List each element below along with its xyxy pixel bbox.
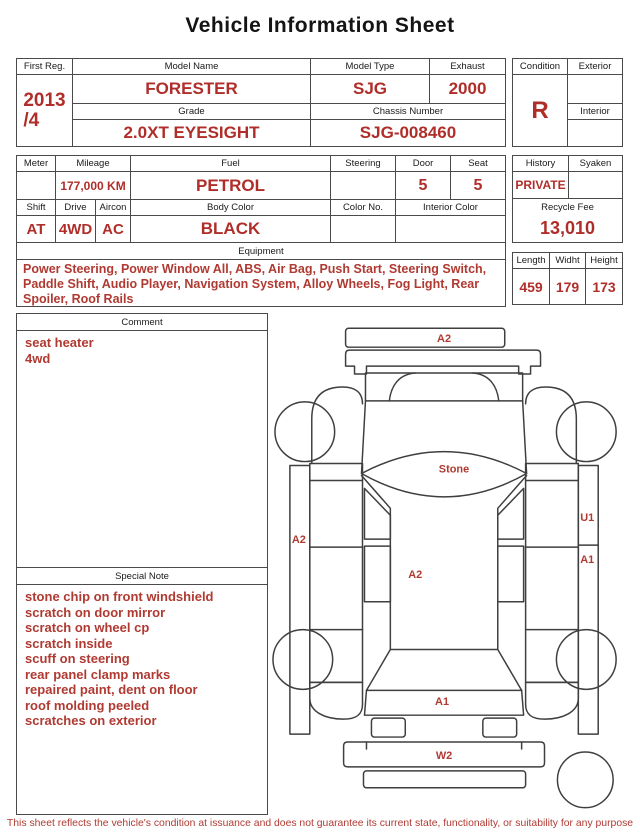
interior-color-label: Interior Color bbox=[396, 200, 505, 216]
headlight-curve-right bbox=[473, 373, 499, 401]
hood-side-left bbox=[362, 401, 366, 474]
drive-label: Drive bbox=[56, 200, 96, 216]
interior-color-value bbox=[396, 216, 505, 242]
equipment-section bbox=[16, 242, 506, 307]
equipment-label: Equipment bbox=[17, 243, 505, 260]
front-bumper-top-shape bbox=[346, 328, 505, 347]
left-sill-shape bbox=[290, 466, 310, 735]
left-door-panel bbox=[310, 464, 363, 683]
steering-label: Steering bbox=[331, 156, 396, 172]
first-reg-label: First Reg. bbox=[17, 59, 73, 75]
meter-label: Meter bbox=[17, 156, 56, 172]
car-diagram bbox=[270, 315, 638, 815]
length-label: Length bbox=[513, 253, 550, 269]
meter-value bbox=[17, 172, 56, 199]
aircon-label: Aircon bbox=[96, 200, 131, 216]
special-note-line: scuff on steering bbox=[25, 651, 130, 666]
rear-light-left bbox=[371, 718, 405, 737]
rear-lower-strip bbox=[363, 771, 525, 788]
special-note-line: scratches on exterior bbox=[25, 713, 157, 728]
exhaust-label: Exhaust bbox=[430, 59, 505, 75]
door-value: 5 bbox=[396, 172, 451, 199]
drive-value: 4WD bbox=[56, 216, 96, 242]
model-name-value: FORESTER bbox=[73, 75, 311, 104]
front-wheel-left bbox=[275, 402, 335, 462]
special-note-text bbox=[17, 585, 267, 733]
cabin-left-line bbox=[362, 475, 391, 649]
recycle-fee-value: 13,010 bbox=[539, 218, 596, 238]
fuel-value: PETROL bbox=[131, 172, 331, 199]
hood-side-right bbox=[523, 401, 527, 474]
page-title: Vehicle Information Sheet bbox=[185, 14, 455, 37]
special-note-section bbox=[16, 567, 268, 815]
width-label: Widht bbox=[550, 253, 586, 269]
body-color-value: BLACK bbox=[131, 216, 331, 242]
headlight-curve-left bbox=[389, 373, 415, 401]
diagram-label-windshield: Stone bbox=[438, 463, 470, 476]
color-no-label: Color No. bbox=[331, 200, 396, 216]
aircon-value: AC bbox=[96, 216, 131, 242]
door-label: Door bbox=[396, 156, 451, 172]
comment-line: 4wd bbox=[25, 350, 51, 366]
front-fender-left bbox=[312, 387, 363, 464]
interior-value bbox=[568, 120, 622, 146]
interior-label: Interior bbox=[568, 104, 622, 120]
special-note-line: scratch on door mirror bbox=[25, 604, 166, 620]
body-color-label: Body Color bbox=[131, 200, 331, 216]
shift-label: Shift bbox=[17, 200, 56, 216]
fuel-label: Fuel bbox=[131, 156, 331, 172]
front-fender-right bbox=[526, 387, 577, 464]
special-note-line: rear panel clamp marks bbox=[25, 666, 171, 682]
syaken-value bbox=[569, 172, 622, 199]
diagram-label-right-a1: A1 bbox=[580, 554, 595, 567]
seat-label: Seat bbox=[451, 156, 505, 172]
front-bumper-shape bbox=[346, 350, 541, 374]
special-note-line: stone chip on front windshield bbox=[25, 589, 214, 604]
condition-label: Condition bbox=[513, 59, 568, 75]
diagram-label-left-sill: A2 bbox=[291, 534, 306, 547]
rear-wheel-left bbox=[273, 630, 333, 690]
diagram-label-front-bumper: A2 bbox=[437, 333, 452, 346]
first-reg-value: 2013 /4 bbox=[17, 75, 73, 146]
dimensions-table bbox=[512, 252, 623, 305]
color-no-value bbox=[331, 216, 396, 242]
diagram-label-tailgate: A1 bbox=[435, 696, 450, 709]
disclaimer-text: This sheet reflects the vehicle's condition at issuance and does not guarantee its current state, functionality, or suitability for any purpose bbox=[6, 818, 634, 829]
grade-value: 2.0XT EYESIGHT bbox=[73, 120, 311, 146]
diagram-label-floor: A2 bbox=[408, 568, 423, 581]
spec-table bbox=[16, 58, 506, 147]
rear-fender-left bbox=[310, 682, 363, 719]
comment-text bbox=[17, 331, 267, 370]
front-panel-shape bbox=[365, 373, 522, 401]
front-wheel-right bbox=[556, 402, 616, 462]
exterior-value bbox=[568, 75, 622, 104]
special-note-label: Special Note bbox=[17, 568, 267, 585]
model-name-label: Model Name bbox=[73, 59, 311, 75]
seat-value: 5 bbox=[473, 176, 483, 194]
diagram-label-right-u1: U1 bbox=[580, 512, 595, 525]
rear-wheel-right bbox=[556, 630, 616, 690]
right-sill-shape bbox=[578, 466, 598, 735]
length-value: 459 bbox=[513, 269, 550, 304]
rear-window-shape bbox=[366, 650, 521, 691]
model-type-value: SJG bbox=[311, 75, 430, 104]
rear-fender-right bbox=[526, 682, 579, 719]
pillar-left-panel bbox=[364, 546, 390, 602]
height-value: 173 bbox=[592, 278, 616, 295]
right-door-panel bbox=[526, 464, 579, 683]
shift-value: AT bbox=[17, 216, 56, 242]
height-label: Height bbox=[586, 253, 622, 269]
exterior-label: Exterior bbox=[568, 59, 622, 75]
pillar-left-shape bbox=[364, 488, 390, 539]
comment-line: seat heater bbox=[25, 335, 94, 350]
chassis-label: Chassis Number bbox=[311, 104, 505, 120]
pillar-right-shape bbox=[498, 488, 524, 539]
syaken-label: Syaken bbox=[569, 156, 622, 172]
rear-light-right bbox=[483, 718, 517, 737]
grade-label: Grade bbox=[73, 104, 311, 120]
condition-value: R bbox=[513, 75, 568, 146]
spare-tire bbox=[557, 752, 613, 808]
mileage-value: 177,000 KM bbox=[56, 172, 131, 199]
model-type-label: Model Type bbox=[311, 59, 430, 75]
comment-section bbox=[16, 313, 268, 568]
comment-label: Comment bbox=[17, 314, 267, 331]
cabin-right-line bbox=[498, 475, 527, 649]
recycle-fee-label: Recycle Fee bbox=[541, 201, 594, 213]
special-note-line: scratch on wheel cp bbox=[25, 620, 150, 635]
special-note-line: scratch inside bbox=[25, 635, 113, 651]
special-note-line: roof molding peeled bbox=[25, 697, 150, 713]
steering-value bbox=[331, 172, 396, 199]
history-label: History bbox=[513, 156, 569, 172]
condition-table bbox=[512, 58, 623, 147]
exhaust-value: 2000 bbox=[430, 75, 505, 104]
detail-table bbox=[16, 155, 506, 243]
pillar-right-panel bbox=[498, 546, 524, 602]
diagram-label-rear-bumper: W2 bbox=[435, 749, 453, 762]
chassis-value: SJG-008460 bbox=[359, 123, 457, 142]
equipment-text: Power Steering, Power Window All, ABS, Air Bag, Push Start, Steering Switch, Paddle Shift, Audio Player, Navigation System, Alloy Wheels, Fog Light, Rear Spoiler, Roof Rails bbox=[23, 262, 487, 306]
width-value: 179 bbox=[550, 269, 586, 304]
history-value: PRIVATE bbox=[513, 172, 569, 199]
special-note-line: repaired paint, dent on floor bbox=[25, 682, 198, 697]
history-table bbox=[512, 155, 623, 243]
mileage-label: Mileage bbox=[56, 156, 131, 172]
